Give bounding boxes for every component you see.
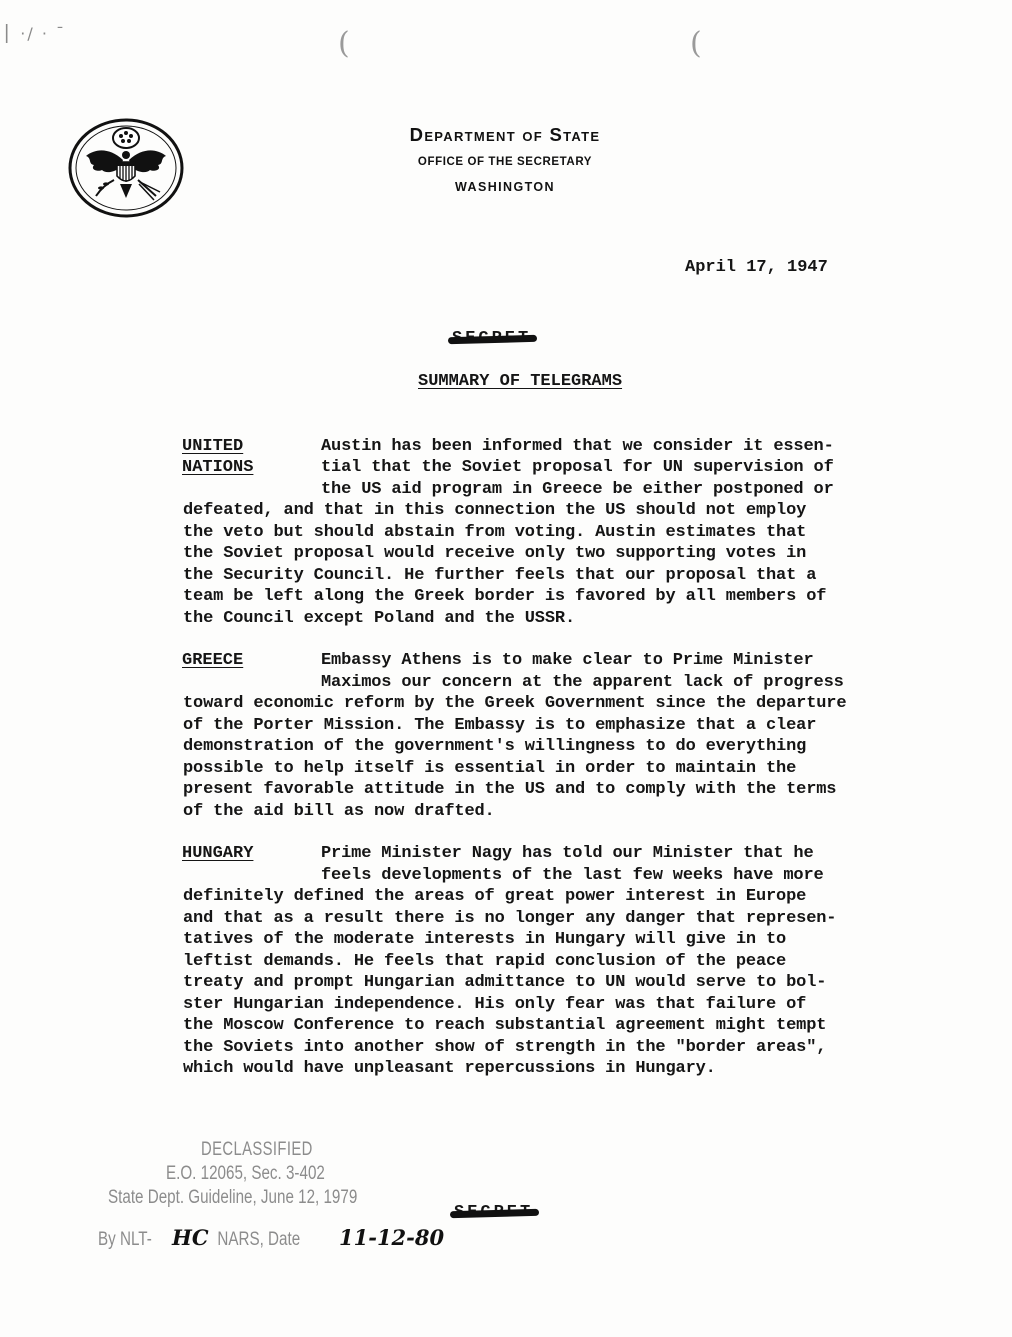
- summary-title: SUMMARY OF TELEGRAMS: [418, 372, 623, 391]
- hungary-line-1: Prime Minister Nagy has told our Minister that he: [321, 844, 814, 863]
- classification-marking-bottom: [454, 1203, 533, 1222]
- declassified-stamp-title: DECLASSIFIED: [201, 1139, 313, 1160]
- handwritten-declass-date: 11-12-80: [339, 1225, 445, 1250]
- un-line-4: defeated, and that in this connection the US should not employ: [183, 501, 807, 520]
- scan-artifact-right: (: [690, 26, 702, 61]
- hungary-line-2: feels developments of the last few weeks have more: [321, 866, 824, 885]
- declassified-stamp-guideline: State Dept. Guideline, June 12, 1979: [108, 1187, 358, 1208]
- section-label-hungary: HUNGARY: [182, 844, 254, 863]
- section-label-united: UNITED: [182, 437, 244, 456]
- greece-line-3: toward economic reform by the Greek Government since the departure: [183, 694, 847, 713]
- un-line-9: the Council except Poland and the USSR.: [183, 609, 576, 628]
- scan-artifact-left: (: [338, 26, 350, 61]
- un-line-3: the US aid program in Greece be either postponed or: [321, 480, 834, 499]
- un-line-6: the Soviet proposal would receive only two supporting votes in: [183, 544, 807, 563]
- letterhead-department: Department of State: [409, 124, 601, 145]
- letterhead-city: WASHINGTON: [455, 180, 555, 194]
- classification-marking-top: [452, 329, 531, 348]
- declassified-nars-label: NARS, Date: [217, 1229, 301, 1250]
- greece-line-1: Embassy Athens is to make clear to Prime Minister: [321, 651, 814, 670]
- un-line-8: team be left along the Greek border is favored by all members of: [183, 587, 827, 606]
- document-date: April 17, 1947: [685, 258, 828, 277]
- hungary-line-5: tatives of the moderate interests in Hungary will give in to: [183, 930, 787, 949]
- greece-line-7: present favorable attitude in the US and to comply with the terms: [183, 780, 837, 799]
- great-seal-icon: [68, 118, 184, 218]
- scan-corner-mark: ▏·/ · ˉ: [6, 24, 67, 43]
- section-label-greece: GREECE: [182, 651, 244, 670]
- un-line-5: the veto but should abstain from voting. Austin estimates that: [183, 523, 807, 542]
- greece-line-5: demonstration of the government's willingness to do everything: [183, 737, 807, 756]
- hungary-line-9: the Moscow Conference to reach substantial agreement might tempt: [183, 1016, 827, 1035]
- greece-line-2: Maximos our concern at the apparent lack of progress: [321, 673, 844, 692]
- hungary-line-8: ster Hungarian independence. His only fear was that failure of: [183, 995, 807, 1014]
- un-line-1: Austin has been informed that we consider it essen-: [321, 437, 834, 456]
- hungary-line-7: treaty and prompt Hungarian admittance to UN would serve to bol-: [183, 973, 827, 992]
- section-label-nations: NATIONS: [182, 458, 254, 477]
- greece-line-4: of the Porter Mission. The Embassy is to emphasize that a clear: [183, 716, 817, 735]
- letterhead-office: OFFICE OF THE SECRETARY: [417, 156, 593, 168]
- hungary-line-3: definitely defined the areas of great power interest in Europe: [183, 887, 807, 906]
- declassified-stamp-eo: E.O. 12065, Sec. 3-402: [166, 1163, 325, 1184]
- greece-line-6: possible to help itself is essential in order to maintain the: [183, 759, 797, 778]
- hungary-line-4: and that as a result there is no longer any danger that represen-: [183, 909, 837, 928]
- un-line-7: the Security Council. He further feels that our proposal that a: [183, 566, 817, 585]
- hungary-line-6: leftist demands. He feels that rapid conclusion of the peace: [183, 952, 787, 971]
- hungary-line-10: the Soviets into another show of strength in the "border areas",: [183, 1038, 827, 1057]
- handwritten-initials: HC: [172, 1225, 209, 1250]
- hungary-line-11: which would have unpleasant repercussions in Hungary.: [183, 1059, 716, 1078]
- declassified-by-prefix: By NLT-: [98, 1229, 152, 1250]
- un-line-2: tial that the Soviet proposal for UN supervision of: [321, 458, 834, 477]
- greece-line-8: of the aid bill as now drafted.: [183, 802, 495, 821]
